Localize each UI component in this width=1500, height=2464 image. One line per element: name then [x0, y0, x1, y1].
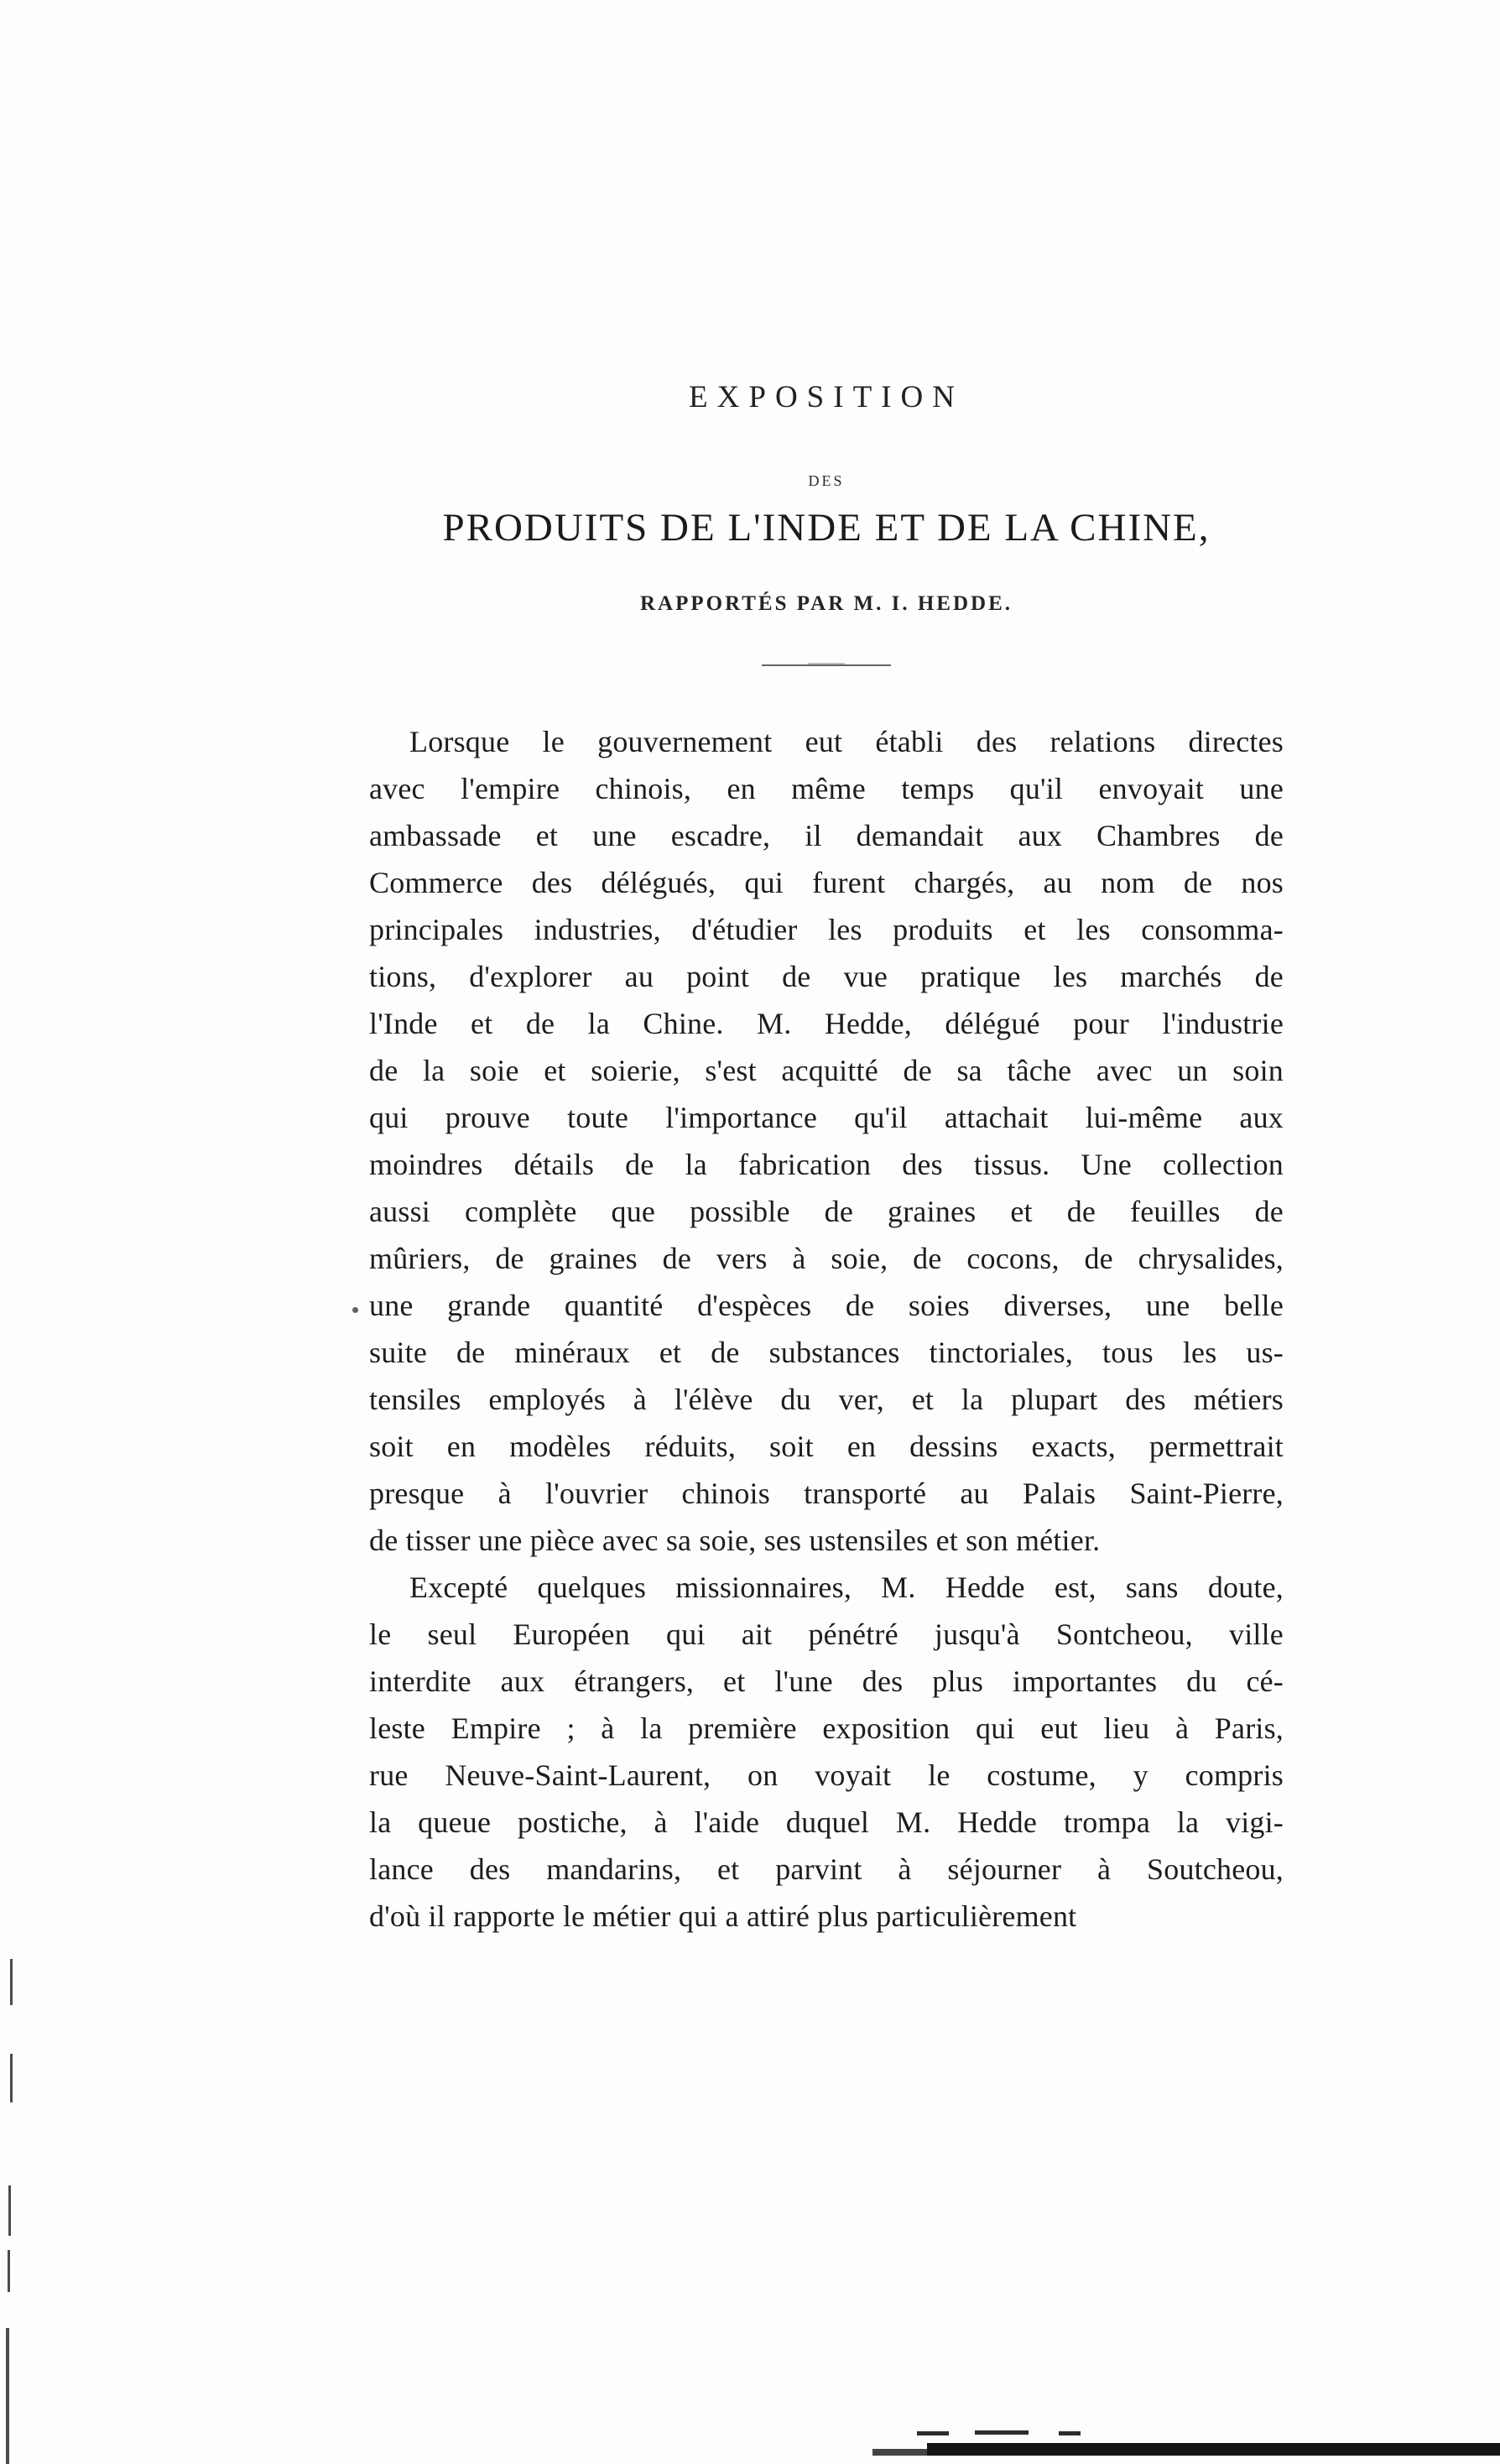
text-line: tions, d'explorer au point de vue pratique les marchés de	[369, 960, 1284, 993]
text-line: qui prouve toute l'importance qu'il attachait lui-même aux	[369, 1101, 1284, 1134]
text-line: avec l'empire chinois, en même temps qu'il envoyait une	[369, 772, 1284, 805]
scan-mark-vertical	[10, 2054, 13, 2102]
scan-speck	[352, 1307, 358, 1313]
text-line: leste Empire ; à la première exposition qui eut lieu à Paris,	[369, 1711, 1284, 1745]
text-line: aussi complète que possible de graines et de feuilles de	[369, 1195, 1284, 1228]
scan-dash	[975, 2430, 1029, 2435]
text-line: Lorsque le gouvernement eut établi des relations directes	[409, 725, 1284, 758]
text-line: l'Inde et de la Chine. M. Hedde, délégué pour l'industrie	[369, 1007, 1284, 1040]
text-line: de la soie et soierie, s'est acquitté de sa tâche avec un soin	[369, 1054, 1284, 1087]
paragraph	[369, 718, 1284, 1564]
text-line: le seul Européen qui ait pénétré jusqu'à Sontcheou, ville	[369, 1617, 1284, 1651]
text-line: de tisser une pièce avec sa soie, ses ustensiles et son métier.	[369, 1524, 1101, 1557]
text-line: la queue postiche, à l'aide duquel M. Hedde trompa la vigi-	[369, 1805, 1284, 1839]
body-text	[369, 718, 1284, 1940]
text-line: une grande quantité d'espèces de soies diverses, une belle	[369, 1289, 1284, 1322]
document-des-word: DES	[808, 472, 845, 489]
scan-mark-vertical	[8, 2250, 10, 2292]
text-line: moindres détails de la fabrication des tissus. Une collection	[369, 1148, 1284, 1181]
scan-bottom-band	[872, 2449, 931, 2456]
text-line: ambassade et une escadre, il demandait aux Chambres de	[369, 819, 1284, 852]
text-line: soit en modèles réduits, soit en dessins exacts, permettrait	[369, 1430, 1284, 1463]
scan-mark-vertical	[8, 2185, 11, 2236]
text-line: lance des mandarins, et parvint à séjourner à Soutcheou,	[369, 1852, 1284, 1886]
document-byline: RAPPORTÉS PAR M. I. HEDDE.	[639, 592, 1013, 615]
document-main-title: PRODUITS DE L'INDE ET DE LA CHINE,	[442, 506, 1211, 550]
document-kicker-title: EXPOSITION	[689, 380, 964, 414]
scan-bottom-band	[927, 2443, 1500, 2456]
text-line: principales industries, d'étudier les produits et les consomma-	[369, 913, 1284, 946]
text-line: mûriers, de graines de vers à soie, de cocons, de chrysalides,	[369, 1242, 1284, 1275]
text-line: tensiles employés à l'élève du ver, et la plupart des métiers	[369, 1383, 1284, 1416]
scan-dash	[917, 2431, 949, 2435]
paragraph	[369, 1564, 1284, 1940]
text-line: Excepté quelques missionnaires, M. Hedde est, sans doute,	[409, 1571, 1284, 1604]
scan-mark-vertical	[10, 1959, 13, 2005]
text-line: rue Neuve-Saint-Laurent, on voyait le costume, y compris	[369, 1758, 1284, 1792]
scan-mark-vertical	[6, 2328, 9, 2464]
text-line: Commerce des délégués, qui furent chargés, au nom de nos	[369, 866, 1284, 899]
scan-dash	[1059, 2431, 1081, 2435]
header-divider-rule	[762, 664, 891, 666]
text-line: suite de minéraux et de substances tinctoriales, tous les us-	[369, 1336, 1284, 1369]
text-line: presque à l'ouvrier chinois transporté au Palais Saint-Pierre,	[369, 1477, 1284, 1510]
text-line: interdite aux étrangers, et l'une des plus importantes du cé-	[369, 1664, 1284, 1698]
text-line: d'où il rapporte le métier qui a attiré plus particulièrement	[369, 1899, 1077, 1933]
